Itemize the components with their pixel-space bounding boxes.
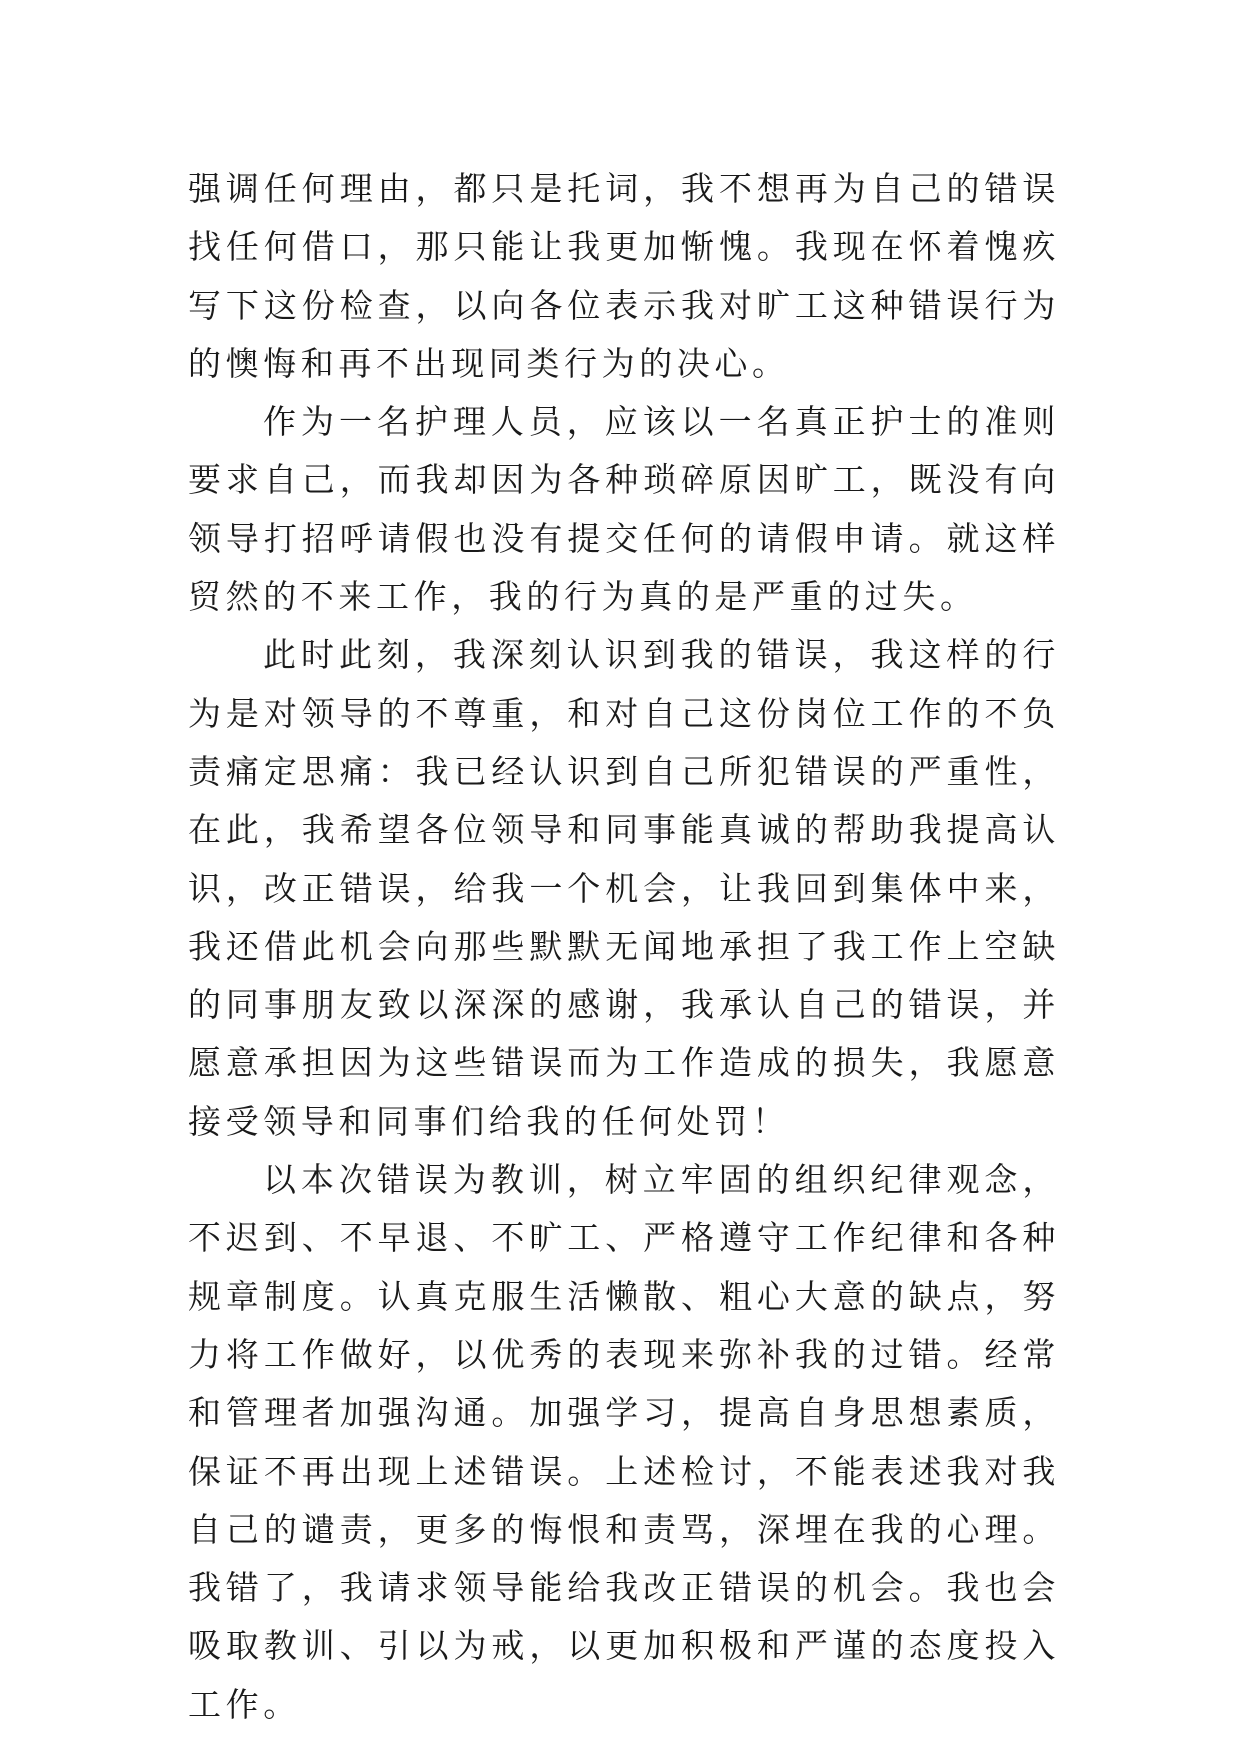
paragraph-recognition-of-error: 此时此刻，我深刻认识到我的错误，我这样的行为是对领导的不尊重，和对自己这份岗位工作的不负责痛定思痛：我已经认识到自己所犯错误的严重性，在此，我希望各位领导和同事能真诚的帮助我提高认识，改正错误，给我一个机会，让我回到集体中来，我还借此机会向那些默默无闻地承担了我工作上空缺的同事朋友致以深深的感谢，我承认自己的错误，并愿意承担因为这些错误而为工作造成的损失，我愿意接受领导和同事们给我的任何处罚！ xyxy=(188,635,1060,1141)
paragraph-lessons-and-commitment: 以本次错误为教训，树立牢固的组织纪律观念，不迟到、不早退、不旷工、严格遵守工作纪律和各种规章制度。认真克服生活懒散、粗心大意的缺点，努力将工作做好，以优秀的表现来弥补我的过错。经常和管理者加强沟通。加强学习，提高自身思想素质，保证不再出现上述错误。上述检讨，不能表述我对我自己的谴责，更多的悔恨和责骂，深埋在我的心理。我错了，我请求领导能给我改正错误的机会。我也会吸取教训、引以为戒，以更加积极和严谨的态度投入工作。 xyxy=(188,1160,1060,1724)
document-body xyxy=(188,160,1060,1734)
paragraph-continuation: 强调任何理由，都只是托词，我不想再为自己的错误找任何借口，那只能让我更加惭愧。我现在怀着愧疚写下这份检查，以向各位表示我对旷工这种错误行为的懊悔和再不出现同类行为的决心。 xyxy=(188,169,1060,383)
paragraph-nurse-standards: 作为一名护理人员，应该以一名真正护士的准则要求自己，而我却因为各种琐碎原因旷工，既没有向领导打招呼请假也没有提交任何的请假申请。就这样贸然的不来工作，我的行为真的是严重的过失。 xyxy=(188,402,1060,617)
